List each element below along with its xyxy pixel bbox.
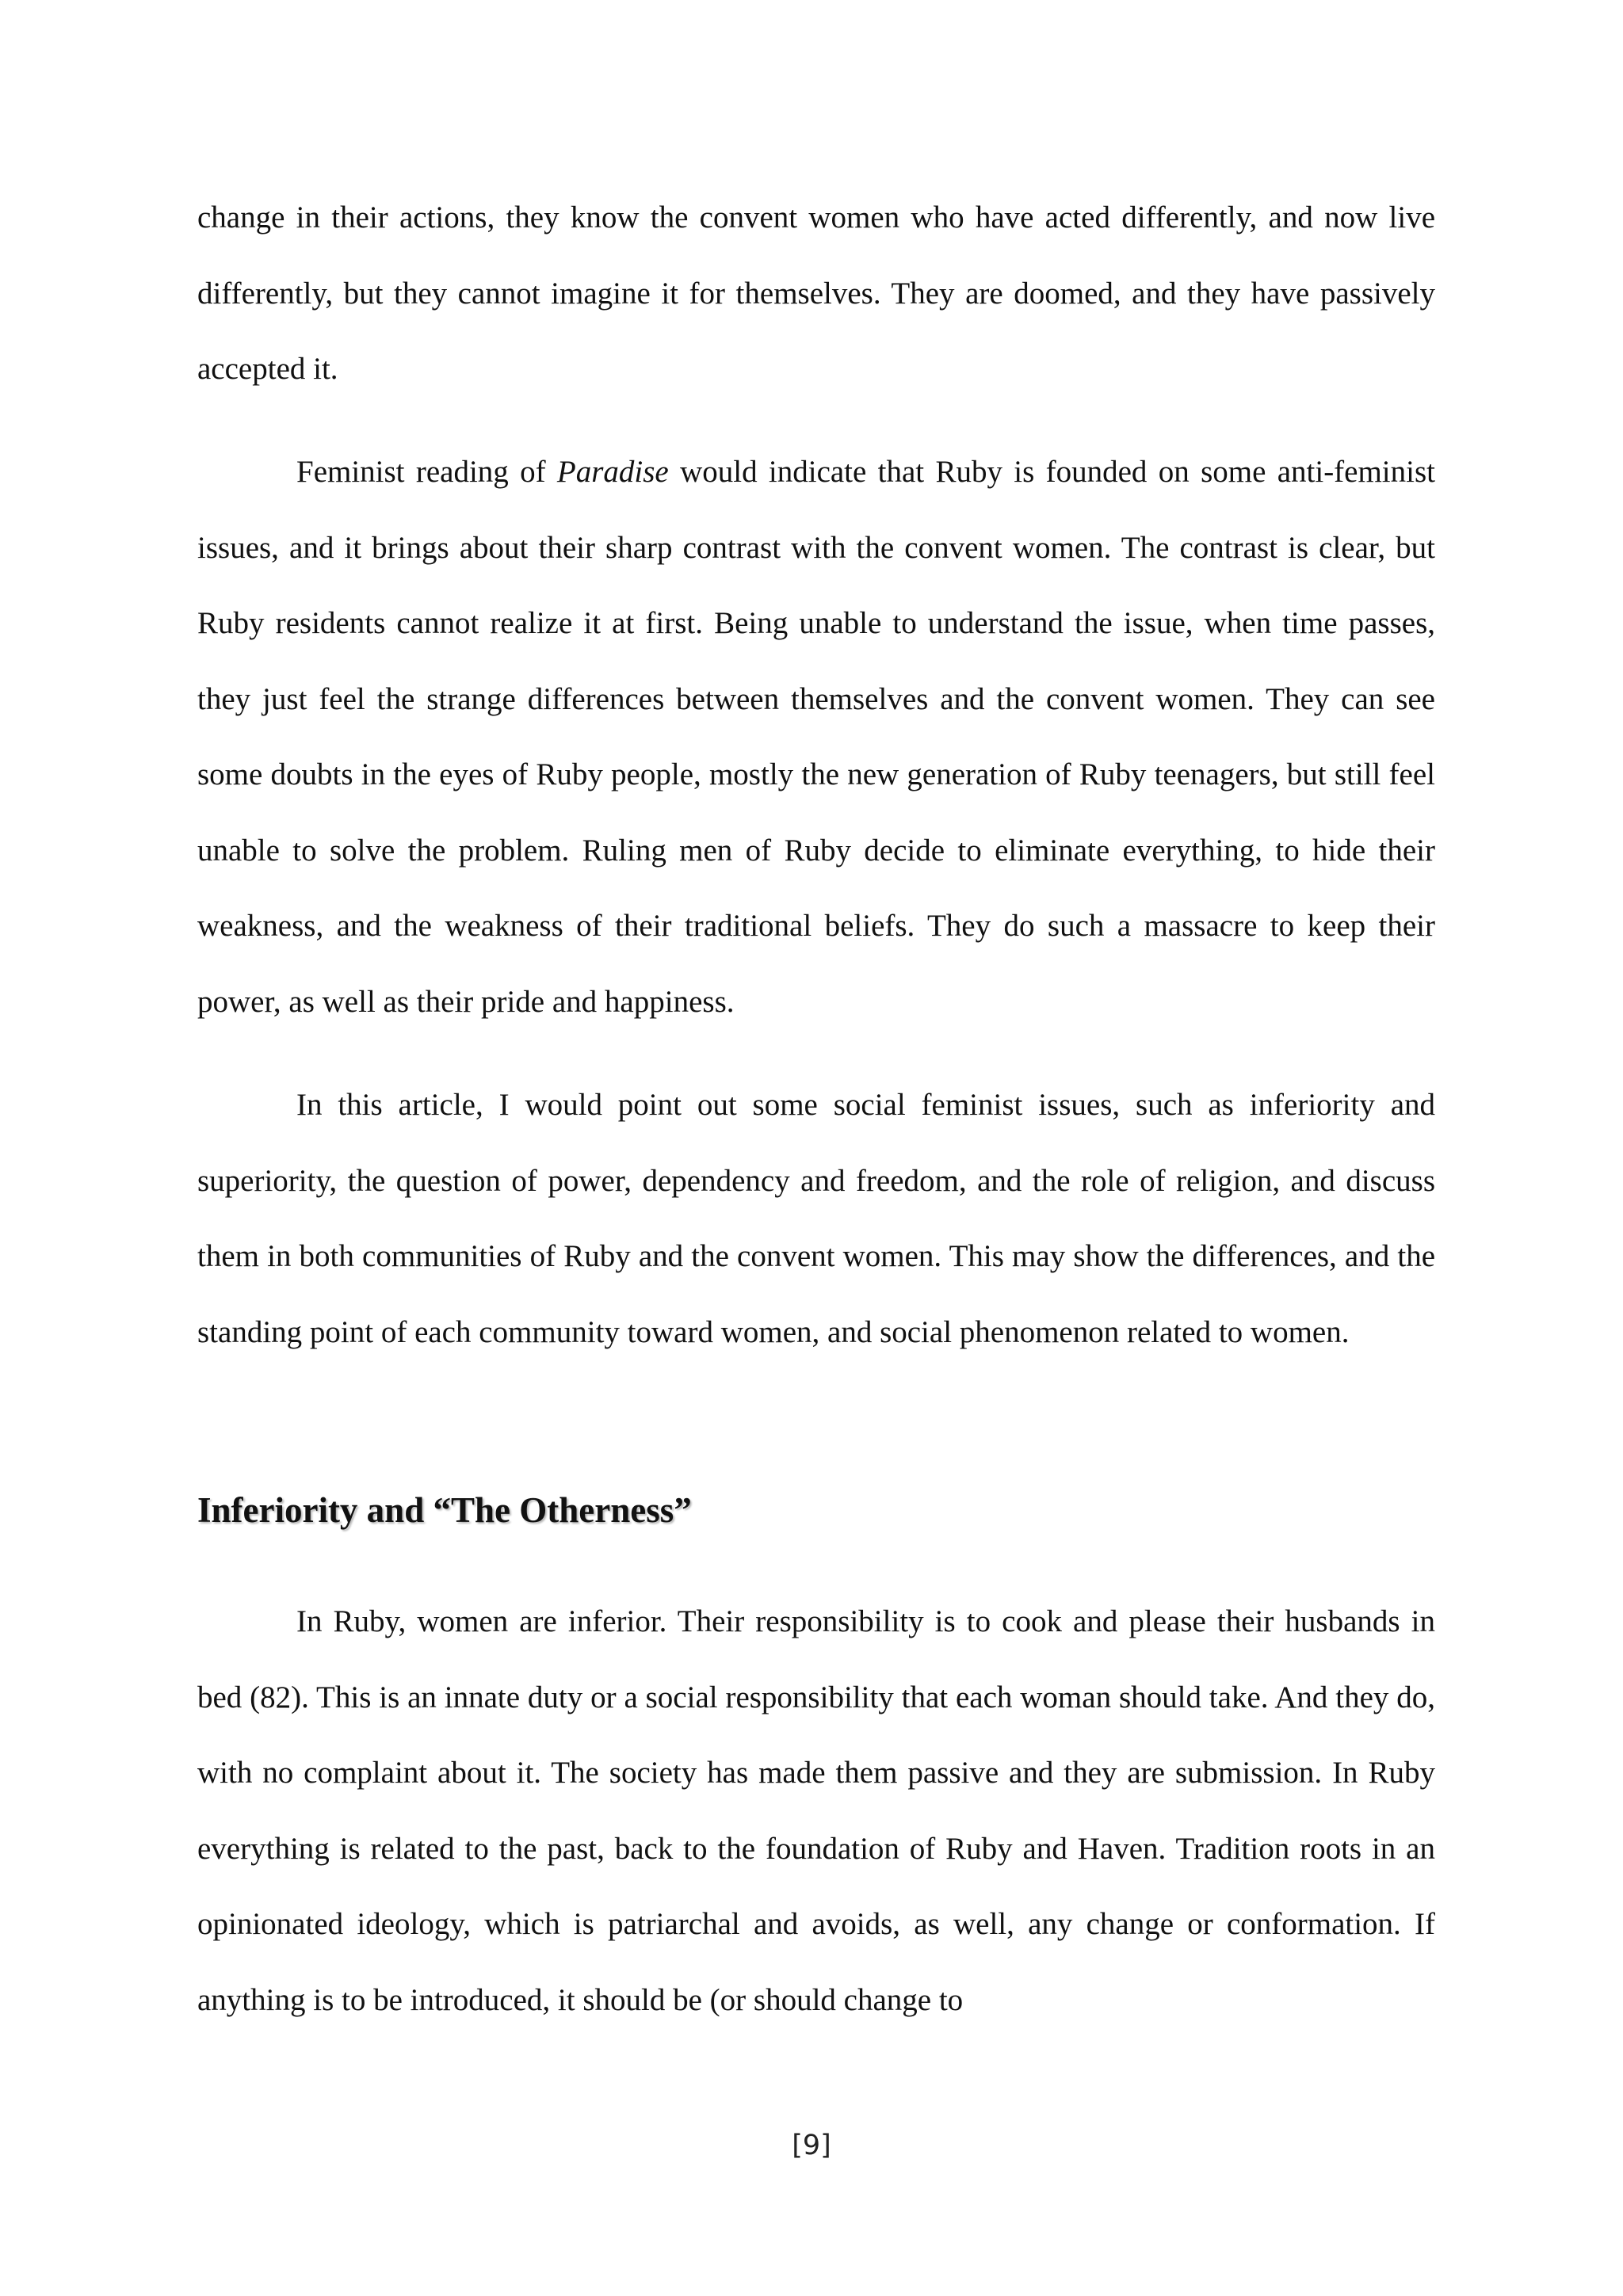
paragraph-text: In this article, I would point out some social feminist issues, such as inferiority and superiority, the question of power, dependency and freedom, and the role of religion, and discuss them in both communities of Ruby and the convent women. This may show the differences, and the standing point of each community toward women, and social phenomenon related to women. bbox=[197, 1088, 1435, 1349]
paragraph-article-scope bbox=[197, 1067, 1435, 1370]
paragraph-text: In Ruby, women are inferior. Their responsibility is to cook and please their husbands in bed (82). This is an innate duty or a social responsibility that each woman should take. And they do, with no complaint about it. The society has made them passive and they are submission. In Ruby everything is related to the past, back to the foundation of Ruby and Haven. Tradition roots in an opinionated ideology, which is patriarchal and avoids, as well, any change or conformation. If anything is to be introduced, it should be (or should change to bbox=[197, 1604, 1435, 2017]
book-title: Paradise bbox=[556, 455, 669, 489]
paragraph-inferiority bbox=[197, 1584, 1435, 2038]
paragraph-text: would indicate that Ruby is founded on some anti-feminist issues, and it brings about their sharp contrast with the convent women. The contrast is clear, but Ruby residents cannot realize it at first. Being unable to understand the issue, when time passes, they just feel the strange differences between themselves and the convent women. They can see some doubts in the eyes of Ruby people, mostly the new generation of Ruby teenagers, but still feel unable to solve the problem. Ruling men of Ruby decide to eliminate everything, to hide their weakness, and the weakness of their traditional beliefs. They do such a massacre to keep their power, as well as their pride and happiness. bbox=[197, 455, 1435, 1019]
page-number: [9] bbox=[792, 2130, 831, 2161]
paragraph-feminist-reading bbox=[197, 434, 1435, 1039]
section-heading: Inferiority and “The Otherness” bbox=[197, 1490, 692, 1530]
paragraph-text: change in their actions, they know the convent women who have acted differently, and now live differently, but they cannot imagine it for themselves. They are doomed, and they have passively accepted it. bbox=[197, 200, 1435, 386]
paragraph-continuation bbox=[197, 180, 1435, 407]
paragraph-text: Feminist reading of bbox=[296, 455, 557, 489]
